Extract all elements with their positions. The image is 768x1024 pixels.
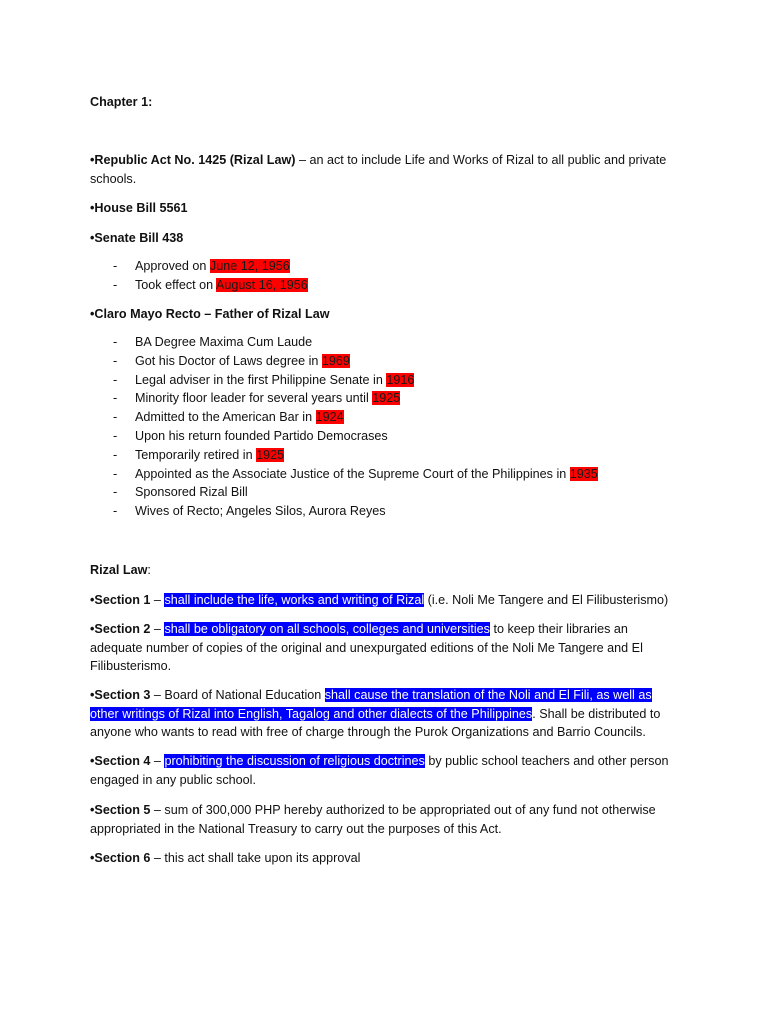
section-text: – Board of National Education bbox=[150, 688, 325, 702]
section-text: by public school teachers and other person engaged in any public school. bbox=[90, 754, 669, 787]
date-highlight: June 12, 1956 bbox=[209, 259, 290, 273]
section-sep: – bbox=[150, 754, 165, 768]
section-highlight: shall cause the translation of the Noli and El Fili, as well as other writings of Rizal into English, Tagalog and other dialects of the Philippines bbox=[90, 688, 652, 721]
rizal-law-item bbox=[90, 151, 680, 188]
list-item-text: BA Degree Maxima Cum Laude bbox=[135, 335, 313, 349]
section-text: (i.e. Noli Me Tangere and El Filibusterismo) bbox=[424, 593, 669, 607]
section-6 bbox=[90, 849, 690, 868]
dash-bullet: - bbox=[113, 372, 118, 387]
dash-bullet: - bbox=[113, 353, 118, 368]
list-item-text: Sponsored Rizal Bill bbox=[135, 485, 248, 500]
list-item-text: Upon his return founded Partido Democrases bbox=[135, 428, 388, 443]
bullet: • bbox=[90, 754, 95, 768]
bullet: • bbox=[90, 688, 95, 702]
dash-bullet: - bbox=[113, 277, 118, 292]
dash-bullet: - bbox=[113, 466, 118, 481]
year-highlight: 1916 bbox=[386, 372, 415, 387]
bullet: • bbox=[90, 803, 95, 817]
section-highlight: shall include the life, works and writing of Rizal bbox=[164, 593, 425, 607]
recto-heading bbox=[90, 305, 690, 324]
section-label: Section 5 bbox=[94, 803, 151, 817]
list-item bbox=[113, 276, 713, 295]
section-text: to keep their libraries an adequate number of copies of the original and unexpurgated editions of the Noli Me Tangere and El Filibusterismo. bbox=[90, 622, 643, 674]
list-item bbox=[113, 257, 713, 276]
list-item-text: Minority floor leader for several years until bbox=[135, 391, 373, 406]
rizal-law-desc: – an act to include Life and Works of Rizal to all public and private schools. bbox=[90, 153, 667, 186]
section-3 bbox=[90, 686, 676, 742]
dash-bullet: - bbox=[113, 391, 118, 406]
dash-bullet: - bbox=[113, 410, 118, 425]
section-highlight: shall be obligatory on all schools, colleges and universities bbox=[164, 622, 490, 636]
list-item bbox=[113, 352, 713, 371]
list-item bbox=[113, 427, 713, 446]
year-highlight: 1935 bbox=[569, 466, 598, 481]
year-highlight: 1969 bbox=[321, 353, 350, 368]
senate-bill-list bbox=[113, 257, 713, 295]
section-text: – sum of 300,000 PHP hereby authorized to be appropriated out of any fund not otherwise appropriated in the National Treasury to carry out the purposes of this Act. bbox=[90, 803, 656, 836]
section-4 bbox=[90, 752, 682, 789]
rizal-law-heading-bold: Rizal Law bbox=[90, 563, 148, 577]
list-item-text: Temporarily retired in bbox=[135, 447, 257, 462]
house-bill: •House Bill 5561 bbox=[90, 201, 188, 215]
section-text: – this act shall take upon its approval bbox=[150, 851, 361, 865]
recto-heading-text: Claro Mayo Recto – Father of Rizal Law bbox=[94, 307, 330, 321]
year-highlight: 1925 bbox=[372, 391, 401, 406]
list-item-text: Appointed as the Associate Justice of the Supreme Court of the Philippines in bbox=[135, 466, 570, 481]
dash-bullet: - bbox=[113, 504, 118, 519]
section-text: . Shall be distributed to anyone who wants to read with free of charge through the Purok Organizations and Barrio Councils. bbox=[90, 706, 661, 740]
list-item bbox=[113, 465, 713, 484]
rizal-law-name: Republic Act No. 1425 (Rizal Law) bbox=[94, 153, 296, 167]
bullet: • bbox=[90, 307, 95, 321]
senate-bill: •Senate Bill 438 bbox=[90, 231, 184, 245]
list-item bbox=[113, 408, 713, 427]
section-label: Section 1 bbox=[94, 593, 151, 607]
section-1 bbox=[90, 591, 690, 610]
dash-bullet: - bbox=[113, 259, 118, 273]
section-2 bbox=[90, 620, 670, 676]
dash-bullet: - bbox=[113, 485, 118, 500]
year-highlight: 1924 bbox=[315, 410, 344, 425]
list-item bbox=[113, 483, 713, 502]
list-item-text: Wives of Recto; Angeles Silos, Aurora Reyes bbox=[135, 504, 386, 519]
recto-list bbox=[113, 333, 713, 521]
rizal-law-heading-colon: : bbox=[147, 563, 151, 577]
list-item-text: Approved on bbox=[135, 259, 210, 273]
section-highlight: prohibiting the discussion of religious doctrines bbox=[164, 754, 425, 768]
bullet: • bbox=[90, 622, 95, 636]
list-item-text: Legal adviser in the first Philippine Senate in bbox=[135, 372, 387, 387]
list-item bbox=[113, 371, 713, 390]
bullet: • bbox=[90, 851, 95, 865]
bullet: • bbox=[90, 593, 95, 607]
list-item bbox=[113, 333, 713, 352]
list-item bbox=[113, 502, 713, 521]
section-label: Section 6 bbox=[94, 851, 151, 865]
section-label: Section 4 bbox=[94, 754, 151, 768]
section-label: Section 3 bbox=[94, 688, 151, 702]
section-sep: – bbox=[150, 593, 165, 607]
list-item-text: Admitted to the American Bar in bbox=[135, 410, 316, 425]
bullet: • bbox=[90, 153, 95, 167]
dash-bullet: - bbox=[113, 428, 118, 443]
list-item-text: Took effect on bbox=[135, 277, 216, 292]
section-5 bbox=[90, 801, 676, 838]
dash-bullet: - bbox=[113, 447, 118, 462]
rizal-law-heading bbox=[90, 561, 690, 580]
list-item bbox=[113, 389, 713, 408]
dash-bullet: - bbox=[113, 335, 118, 349]
year-highlight: 1925 bbox=[256, 447, 285, 462]
chapter-title: Chapter 1: bbox=[90, 95, 153, 109]
list-item bbox=[113, 446, 713, 465]
list-item-text: Got his Doctor of Laws degree in bbox=[135, 353, 322, 368]
section-sep: – bbox=[150, 622, 165, 636]
date-highlight: August 16, 1956 bbox=[216, 277, 308, 292]
section-label: Section 2 bbox=[94, 622, 151, 636]
